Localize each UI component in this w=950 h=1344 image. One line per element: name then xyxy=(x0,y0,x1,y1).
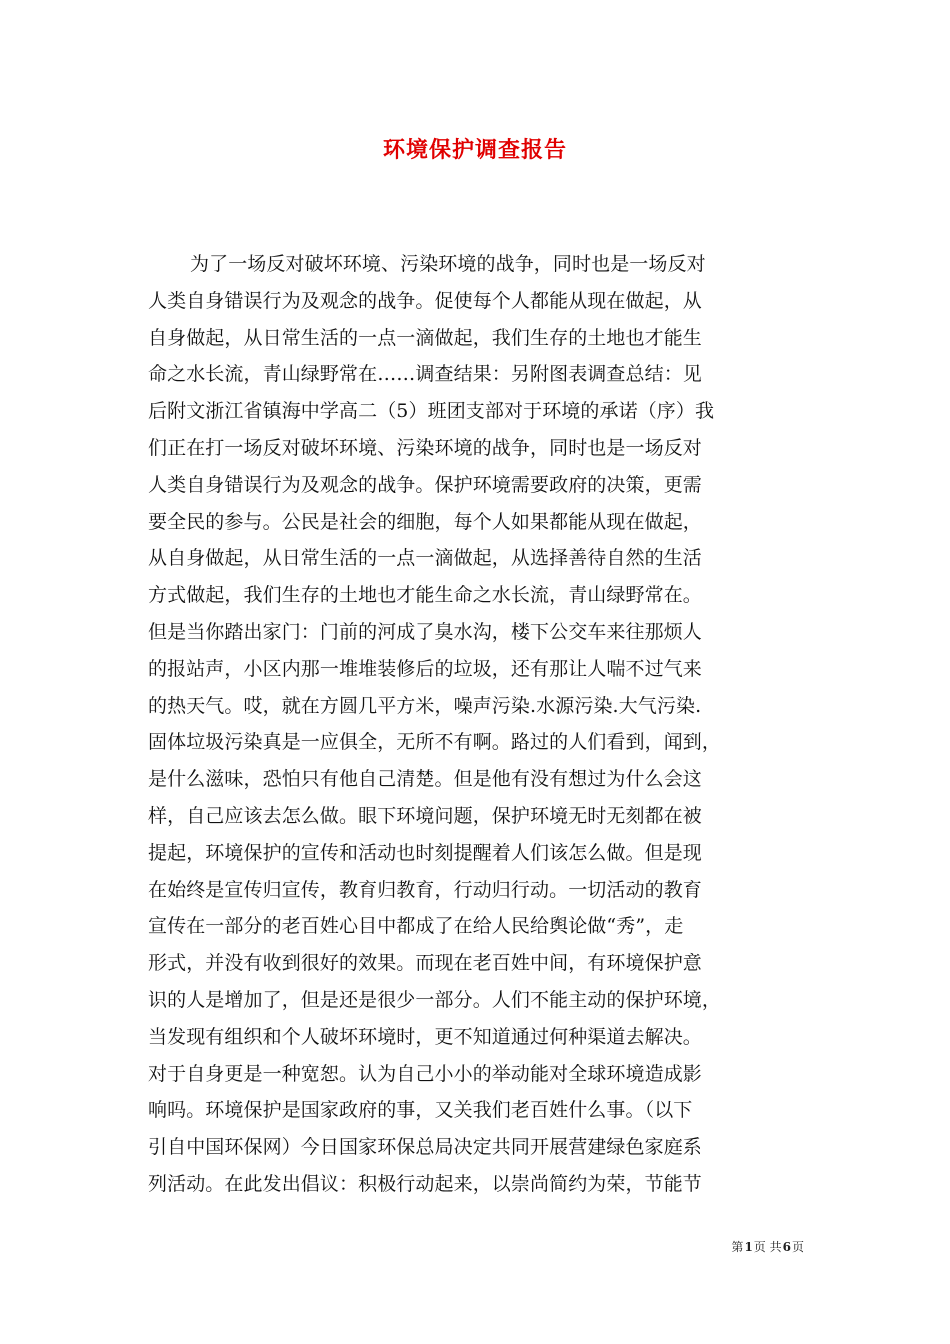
text-line: 为了一场反对破坏环境、污染环境的战争，同时也是一场反对 xyxy=(190,253,706,275)
text-line: 人类自身错误行为及观念的战争。促使每个人都能从现在做起，从 xyxy=(148,289,702,312)
text-line: 列活动。在此发出倡议：积极行动起来，以崇尚简约为荣，节能节 xyxy=(148,1172,702,1195)
text-line: 宣传在一部分的老百姓心目中都成了在给人民给舆论做“秀”，走 xyxy=(148,915,684,938)
total-pages-number: 6 xyxy=(782,1240,791,1254)
text-line: 但是当你踏出家门：门前的河成了臭水沟，楼下公交车来往那烦人 xyxy=(148,620,702,643)
text-line: 引自中国环保网）今日国家环保总局决定共同开展营建绿色家庭系 xyxy=(148,1136,702,1159)
text-line: 后附文浙江省镇海中学高二（5）班团支部对于环境的承诺（序）我 xyxy=(148,400,715,423)
footer-prefix: 第 xyxy=(731,1240,744,1254)
text-line: 命之水长流，青山绿野常在……调查结果：另附图表调查总结：见 xyxy=(148,363,702,386)
text-line: 形式，并没有收到很好的效果。而现在老百姓中间，有环境保护意 xyxy=(148,952,702,975)
text-line: 人类自身错误行为及观念的战争。保护环境需要政府的决策，更需 xyxy=(148,473,702,496)
text-line: 自身做起，从日常生活的一点一滴做起，我们生存的土地也才能生 xyxy=(148,326,702,349)
body-text xyxy=(148,246,808,1203)
text-line: 当发现有组织和个人破坏环境时，更不知道通过何种渠道去解决。 xyxy=(148,1025,702,1048)
page-footer xyxy=(731,1238,804,1255)
current-page-number: 1 xyxy=(744,1240,753,1254)
text-line: 样，自己应该去怎么做。眼下环境问题，保护环境无时无刻都在被 xyxy=(148,804,702,827)
footer-suffix: 页 xyxy=(791,1240,804,1254)
text-line: 固体垃圾污染真是一应俱全，无所不有啊。路过的人们看到，闻到， xyxy=(148,731,722,754)
text-line: 的热天气。哎，就在方圆几平方米，噪声污染.水源污染.大气污染. xyxy=(148,694,702,717)
text-line: 们正在打一场反对破坏环境、污染环境的战争，同时也是一场反对 xyxy=(148,436,702,459)
text-line: 识的人是增加了，但是还是很少一部分。人们不能主动的保护环境， xyxy=(148,988,722,1011)
text-line: 从自身做起，从日常生活的一点一滴做起，从选择善待自然的生活 xyxy=(148,547,702,570)
text-line: 响吗。环境保护是国家政府的事，又关我们老百姓什么事。（以下 xyxy=(148,1099,693,1122)
text-line: 提起，环境保护的宣传和活动也时刻提醒着人们该怎么做。但是现 xyxy=(148,841,702,864)
text-line: 的报站声，小区内那一堆堆装修后的垃圾，还有那让人喘不过气来 xyxy=(148,657,702,680)
footer-middle: 页 共 xyxy=(753,1240,782,1254)
text-line: 是什么滋味，恐怕只有他自己清楚。但是他有没有想过为什么会这 xyxy=(148,768,702,791)
page-title: 环境保护调查报告 xyxy=(382,137,567,163)
text-line: 对于自身更是一种宽恕。认为自己小小的举动能对全球环境造成影 xyxy=(148,1062,702,1085)
text-line: 在始终是宣传归宣传，教育归教育，行动归行动。一切活动的教育 xyxy=(148,878,702,901)
text-line: 方式做起，我们生存的土地也才能生命之水长流，青山绿野常在。 xyxy=(148,584,702,607)
text-line: 要全民的参与。公民是社会的细胞，每个人如果都能从现在做起， xyxy=(148,510,702,533)
